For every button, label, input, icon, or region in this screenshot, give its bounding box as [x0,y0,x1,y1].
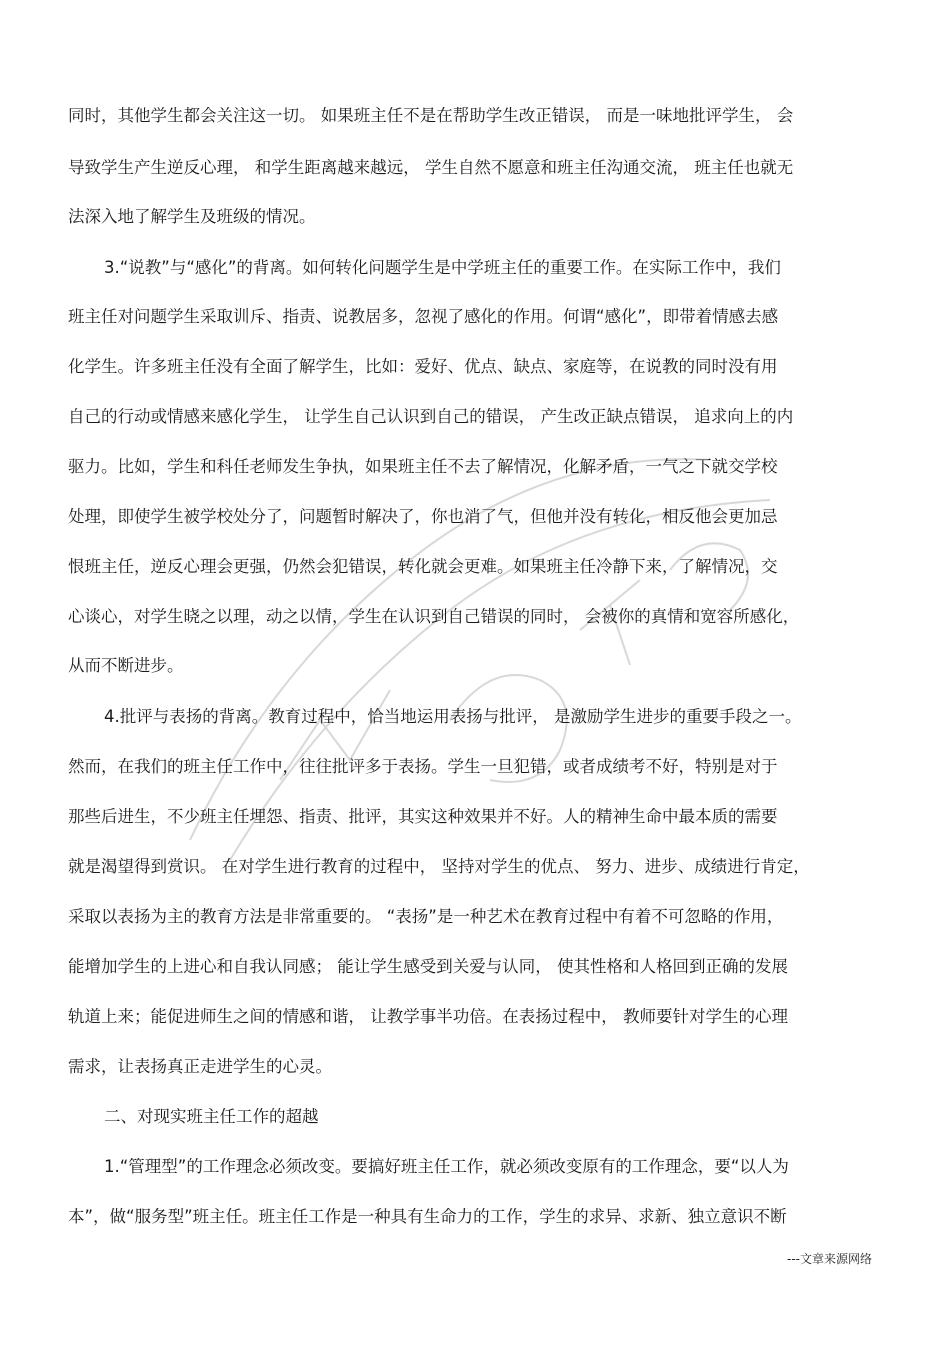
text-line: 就是渴望得到赏识。 在对学生进行教育的过程中， 坚持对学生的优点、 努力、进步、成绩进行肯定， [68,857,810,876]
text-line: 3.“说教”与“感化”的背离。如何转化问题学生是中学班主任的重要工作。在实际工作中，我们 [104,258,781,277]
text-line: 化学生。许多班主任没有全面了解学生，比如：爱好、优点、缺点、家庭等，在说教的同时没有用 [68,357,778,376]
text-line: 本”，做“服务型”班主任。班主任工作是一种具有生命力的工作，学生的求异、求新、独立意识不断 [68,1207,787,1226]
text-line: 处理，即使学生被学校处分了，问题暂时解决了，你也消了气，但他并没有转化，相反他会更加忌 [68,507,778,526]
source-footer: ---文章来源网络 [787,1252,872,1266]
text-line: 从而不断进步。 [68,656,184,675]
text-line: 4.批评与表扬的背离。教育过程中，恰当地运用表扬与批评， 是激励学生进步的重要手段之一。 [104,707,802,726]
section-heading: 二、对现实班主任工作的超越 [104,1107,319,1126]
text-line: 导致学生产生逆反心理， 和学生距离越来越远， 学生自然不愿意和班主任沟通交流， 班主任也就无 [68,158,794,177]
text-line: 采取以表扬为主的教育方法是非常重要的。 “表扬”是一种艺术在教育过程中有着不可忽略的作用， [68,907,784,926]
text-line: 自己的行动或情感来感化学生， 让学生自己认识到自己的错误， 产生改正缺点错误， 追求向上的内 [68,407,794,426]
text-line: 需求，让表扬真正走进学生的心灵。 [68,1057,332,1076]
text-line: 法深入地了解学生及班级的情况。 [68,207,316,226]
text-line: 同时，其他学生都会关注这一切。 如果班主任不是在帮助学生改正错误， 而是一味地批评学生， 会 [68,106,794,125]
text-line: 心谈心，对学生晓之以理，动之以情，学生在认识到自己错误的同时， 会被你的真情和宽容所感化， [68,607,800,626]
text-line: 恨班主任，逆反心理会更强，仍然会犯错误，转化就会更难。如果班主任冷静下来，了解情况，交 [68,557,778,576]
text-line: 1.“管理型”的工作理念必须改变。要搞好班主任工作，就必须改变原有的工作理念，要“以人为 [104,1157,789,1176]
text-line: 然而，在我们的班主任工作中，往往批评多于表扬。学生一旦犯错，或者成绩考不好，特别是对于 [68,757,778,776]
text-line: 驱力。比如，学生和科任老师发生争执，如果班主任不去了解情况，化解矛盾，一气之下就交学校 [68,457,778,476]
text-line: 班主任对问题学生采取训斥、指责、说教居多，忽视了感化的作用。何谓“感化”，即带着情感去感 [68,307,779,326]
text-line: 轨道上来；能促进师生之间的情感和谐， 让教学事半功倍。在表扬过程中， 教师要针对学生的心理 [68,1007,788,1026]
text-line: 那些后进生，不少班主任埋怨、指责、批评，其实这种效果并不好。人的精神生命中最本质的需要 [68,807,778,826]
text-line: 能增加学生的上进心和自我认同感； 能让学生感受到关爱与认同， 使其性格和人格回到正确的发展 [68,957,788,976]
